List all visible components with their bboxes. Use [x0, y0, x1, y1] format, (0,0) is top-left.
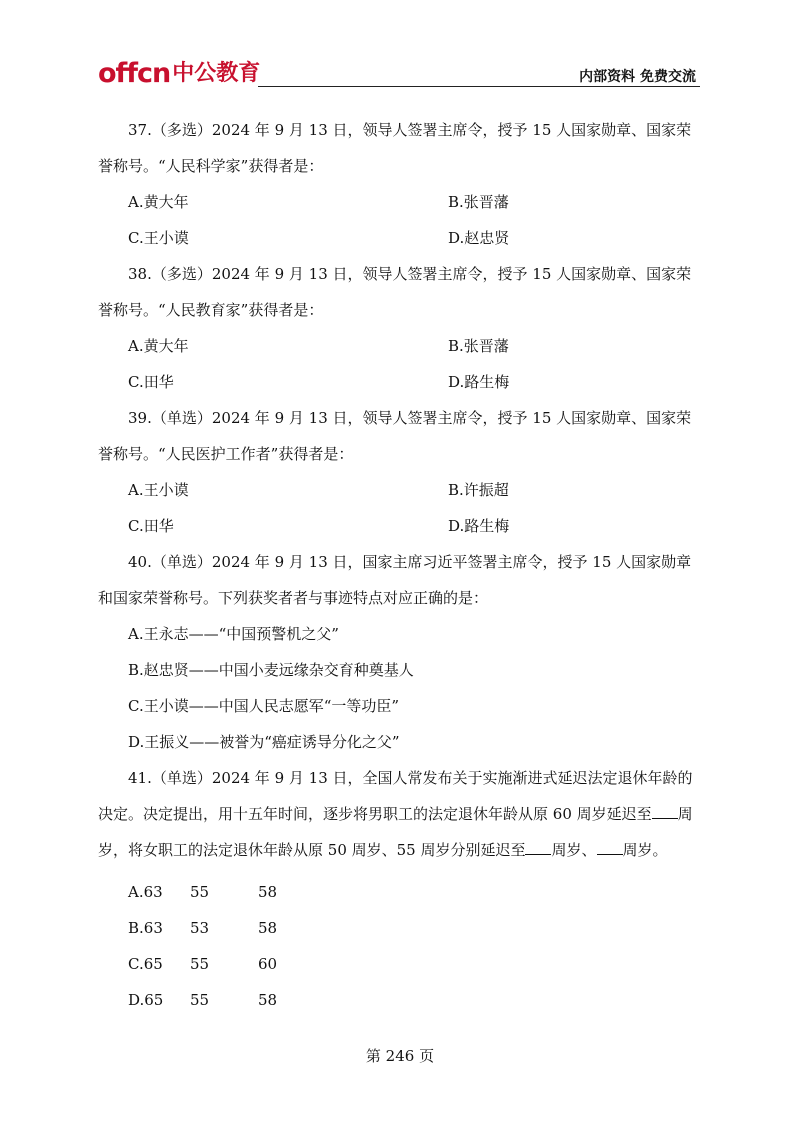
option-d	[98, 982, 702, 1018]
option-c: C.王小谟——中国人民志愿军“一等功臣”	[128, 697, 400, 715]
question-38-stem: 38.（多选）2024 年 9 月 13 日，领导人签署主席令，授予 15 人国家勋章、国家荣誉称号。“人民教育家”获得者是：	[98, 265, 692, 319]
question-37-options	[98, 184, 702, 256]
option-d: D.赵忠贤	[448, 229, 510, 247]
option-label: D.65	[128, 991, 164, 1009]
option-c: C.田华	[128, 517, 174, 535]
option-value-1: 53	[190, 919, 210, 937]
option-d: D.王振义——被誉为“癌症诱导分化之父”	[128, 733, 400, 751]
option-d: D.路生梅	[448, 373, 510, 391]
option-label: A.63	[128, 883, 163, 901]
page-header	[98, 58, 700, 90]
logo-text-zh: 中公教育	[172, 61, 261, 86]
option-b: B.许振超	[448, 481, 509, 499]
question-39-stem: 39.（单选）2024 年 9 月 13 日，领导人签署主席令，授予 15 人国家勋章、国家荣誉称号。“人民医护工作者”获得者是：	[98, 409, 692, 463]
option-label: C.65	[128, 955, 163, 973]
option-b: B.赵忠贤——中国小麦远缘杂交育种奠基人	[128, 661, 414, 679]
option-label: B.63	[128, 919, 163, 937]
option-c	[98, 946, 702, 982]
option-c: C.田华	[128, 373, 174, 391]
option-d: D.路生梅	[448, 517, 510, 535]
question-41-stem	[98, 760, 702, 868]
question-39-options	[98, 472, 702, 544]
answer-blank	[652, 804, 678, 819]
option-a: A.王小谟	[128, 481, 189, 499]
option-b: B.张晋藩	[448, 337, 509, 355]
option-value-2: 58	[258, 919, 278, 937]
stem-part-3: 周岁、	[551, 841, 597, 859]
question-40-stem: 40.（单选）2024 年 9 月 13 日，国家主席习近平签署主席令，授予 15 人国家勋章和国家荣誉称号。下列获奖者者与事迹特点对应正确的是：	[98, 553, 692, 607]
page-number: 第 246 页	[365, 1047, 435, 1065]
answer-blank	[597, 840, 623, 855]
option-value-2: 60	[258, 955, 278, 973]
option-b: B.张晋藩	[448, 193, 509, 211]
header-note: 内部资料 免费交流	[579, 69, 696, 85]
question-38-options	[98, 328, 702, 400]
option-value-1: 55	[190, 955, 210, 973]
option-value-2: 58	[258, 991, 278, 1009]
option-a: A.王永志——“中国预警机之父”	[128, 625, 339, 643]
option-value-2: 58	[258, 883, 278, 901]
option-value-1: 55	[190, 883, 210, 901]
offcn-logo	[98, 58, 260, 88]
option-a: A.黄大年	[128, 193, 189, 211]
stem-part-1: 41.（单选）2024 年 9 月 13 日，全国人常发布关于实施渐进式延迟法定退休年龄的决定。决定提出，用十五年时间，逐步将男职工的法定退休年龄从原 60 周岁延迟至	[98, 769, 693, 823]
header-rule	[258, 86, 700, 87]
answer-blank	[525, 840, 551, 855]
stem-part-2: 周岁，将女职工的法定退休年龄从原 50 周岁、55 周岁分别延迟至	[98, 805, 693, 859]
option-a: A.黄大年	[128, 337, 189, 355]
option-c: C.王小谟	[128, 229, 189, 247]
logo-text-en: offcn	[98, 58, 171, 89]
question-37-stem: 37.（多选）2024 年 9 月 13 日，领导人签署主席令，授予 15 人国家勋章、国家荣誉称号。“人民科学家”获得者是：	[98, 121, 692, 175]
option-value-1: 55	[190, 991, 210, 1009]
stem-part-4: 周岁。	[622, 841, 668, 859]
option-a	[98, 874, 702, 910]
option-b	[98, 910, 702, 946]
document-body	[98, 112, 702, 1018]
